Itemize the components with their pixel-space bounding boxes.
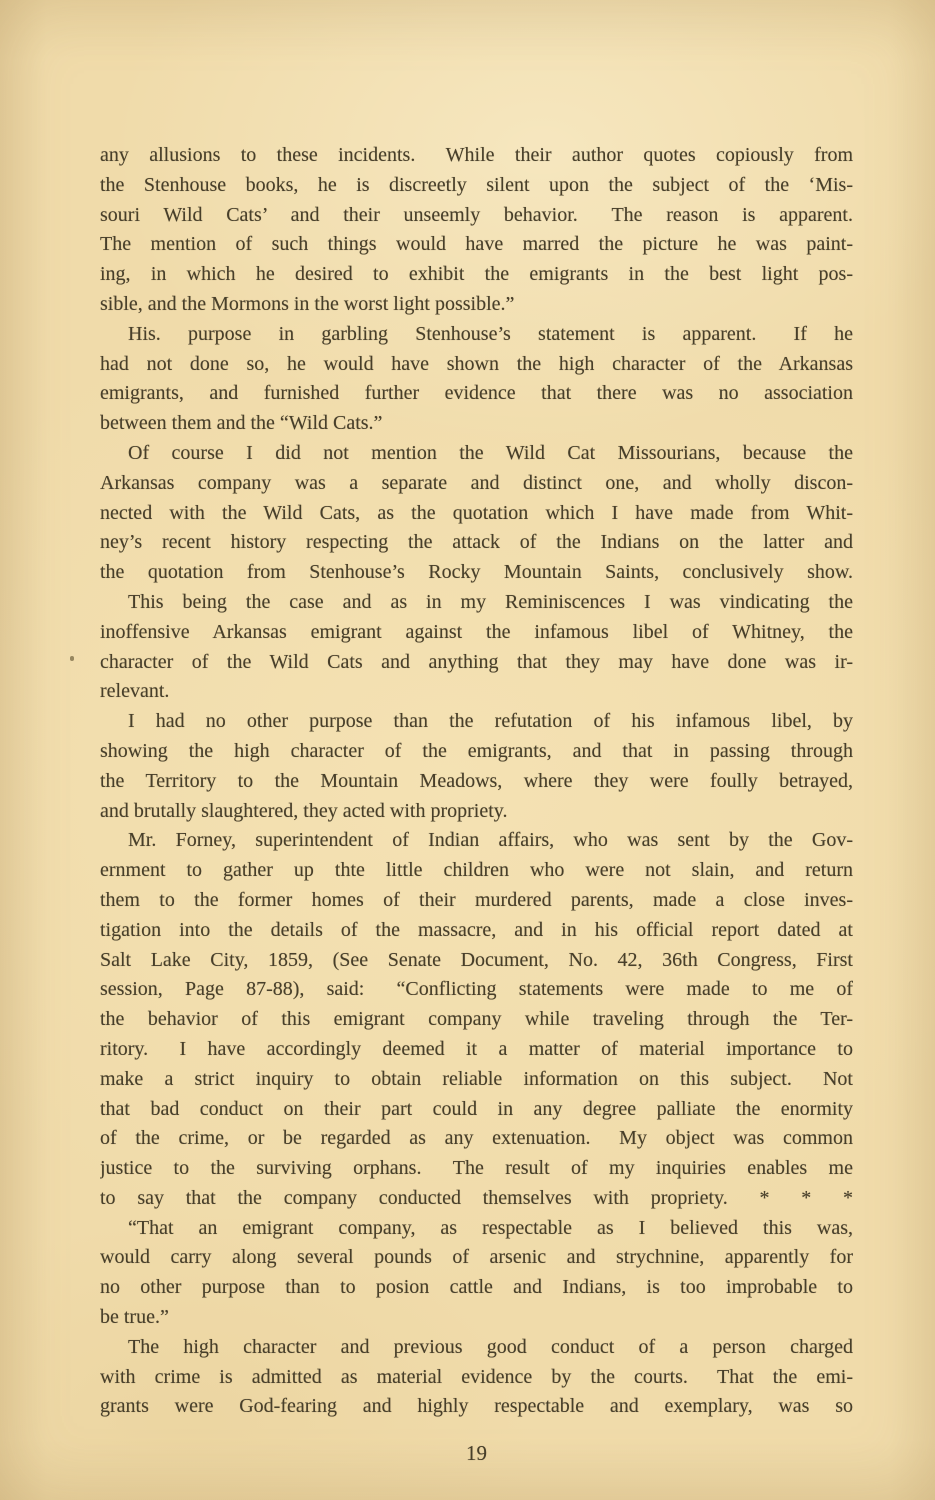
- text-line: ney’s recent history respecting the attack of the Indians on the latter and: [100, 531, 853, 554]
- text-line: ernment to gather up thte little children who were not slain, and return: [100, 859, 853, 882]
- text-line: His. purpose in garbling Stenhouse’s statement is apparent. If he: [128, 322, 853, 345]
- text-line: of the crime, or be regarded as any extenuation. My object was common: [100, 1127, 853, 1150]
- text-line: inoffensive Arkansas emigrant against the infamous libel of Whitney, the: [100, 620, 853, 643]
- text-line: The high character and previous good conduct of a person charged: [128, 1335, 853, 1358]
- text-line: “That an emigrant company, as respectable as I believed this was,: [128, 1216, 853, 1239]
- text-line: I had no other purpose than the refutation of his infamous libel, by: [128, 710, 853, 733]
- text-line: nected with the Wild Cats, as the quotation which I have made from Whit-: [100, 501, 853, 524]
- text-line: to say that the company conducted themselves with propriety. * * *: [100, 1186, 853, 1209]
- text-line: the Stenhouse books, he is discreetly silent upon the subject of the ‘Mis-: [100, 173, 853, 196]
- text-line: This being the case and as in my Reminiscences I was vindicating the: [128, 590, 853, 613]
- text-line: would carry along several pounds of arsenic and strychnine, apparently for: [100, 1246, 853, 1269]
- text-line: the quotation from Stenhouse’s Rocky Mountain Saints, conclusively show.: [100, 561, 853, 584]
- text-line: no other purpose than to posion cattle and Indians, is too improbable to: [100, 1276, 853, 1299]
- text-line: Of course I did not mention the Wild Cat Missourians, because the: [128, 441, 853, 464]
- text-line: justice to the surviving orphans. The result of my inquiries enables me: [100, 1157, 853, 1180]
- text-line: ing, in which he desired to exhibit the emigrants in the best light pos-: [100, 263, 853, 286]
- page-text-block: [100, 141, 853, 1422]
- text-line: emigrants, and furnished further evidence that there was no association: [100, 382, 853, 405]
- text-line: the behavior of this emigrant company while traveling through the Ter-: [100, 1008, 853, 1031]
- text-line: Mr. Forney, superintendent of Indian affairs, who was sent by the Gov-: [128, 829, 853, 852]
- text-line: the Territory to the Mountain Meadows, where they were foully betrayed,: [100, 769, 853, 792]
- text-line: had not done so, he would have shown the high character of the Arkansas: [100, 352, 853, 375]
- text-line: session, Page 87-88), said: “Conflicting statements were made to me of: [100, 978, 853, 1001]
- text-line: The mention of such things would have marred the picture he was paint-: [100, 233, 853, 256]
- text-line: between them and the “Wild Cats.”: [100, 412, 383, 435]
- text-line: with crime is admitted as material evidence by the courts. That the emi-: [100, 1365, 853, 1388]
- text-line: any allusions to these incidents. While their author quotes copiously from: [100, 144, 853, 166]
- text-line: be true.”: [100, 1306, 169, 1329]
- text-line: grants were God-fearing and highly respectable and exemplary, was so: [100, 1395, 853, 1418]
- text-line: souri Wild Cats’ and their unseemly behavior. The reason is apparent.: [100, 203, 853, 226]
- text-line: Salt Lake City, 1859, (See Senate Document, No. 42, 36th Congress, First: [100, 948, 853, 971]
- text-line: relevant.: [100, 680, 170, 703]
- margin-speck: [70, 656, 74, 661]
- text-line: make a strict inquiry to obtain reliable information on this subject. Not: [100, 1067, 853, 1090]
- text-line: sible, and the Mormons in the worst light possible.”: [100, 292, 515, 315]
- text-line: ritory. I have accordingly deemed it a matter of material importance to: [100, 1037, 853, 1060]
- text-line: showing the high character of the emigrants, and that in passing through: [100, 739, 853, 762]
- text-line: them to the former homes of their murdered parents, made a close inves-: [100, 888, 853, 911]
- text-line: tigation into the details of the massacre, and in his official report dated at: [100, 918, 853, 941]
- text-line: character of the Wild Cats and anything that they may have done was ir-: [100, 650, 853, 673]
- text-line: Arkansas company was a separate and distinct one, and wholly discon-: [100, 471, 853, 494]
- text-line: that bad conduct on their part could in any degree palliate the enormity: [100, 1097, 853, 1120]
- page-number: 19: [466, 1441, 487, 1465]
- text-line: and brutally slaughtered, they acted with propriety.: [100, 799, 508, 822]
